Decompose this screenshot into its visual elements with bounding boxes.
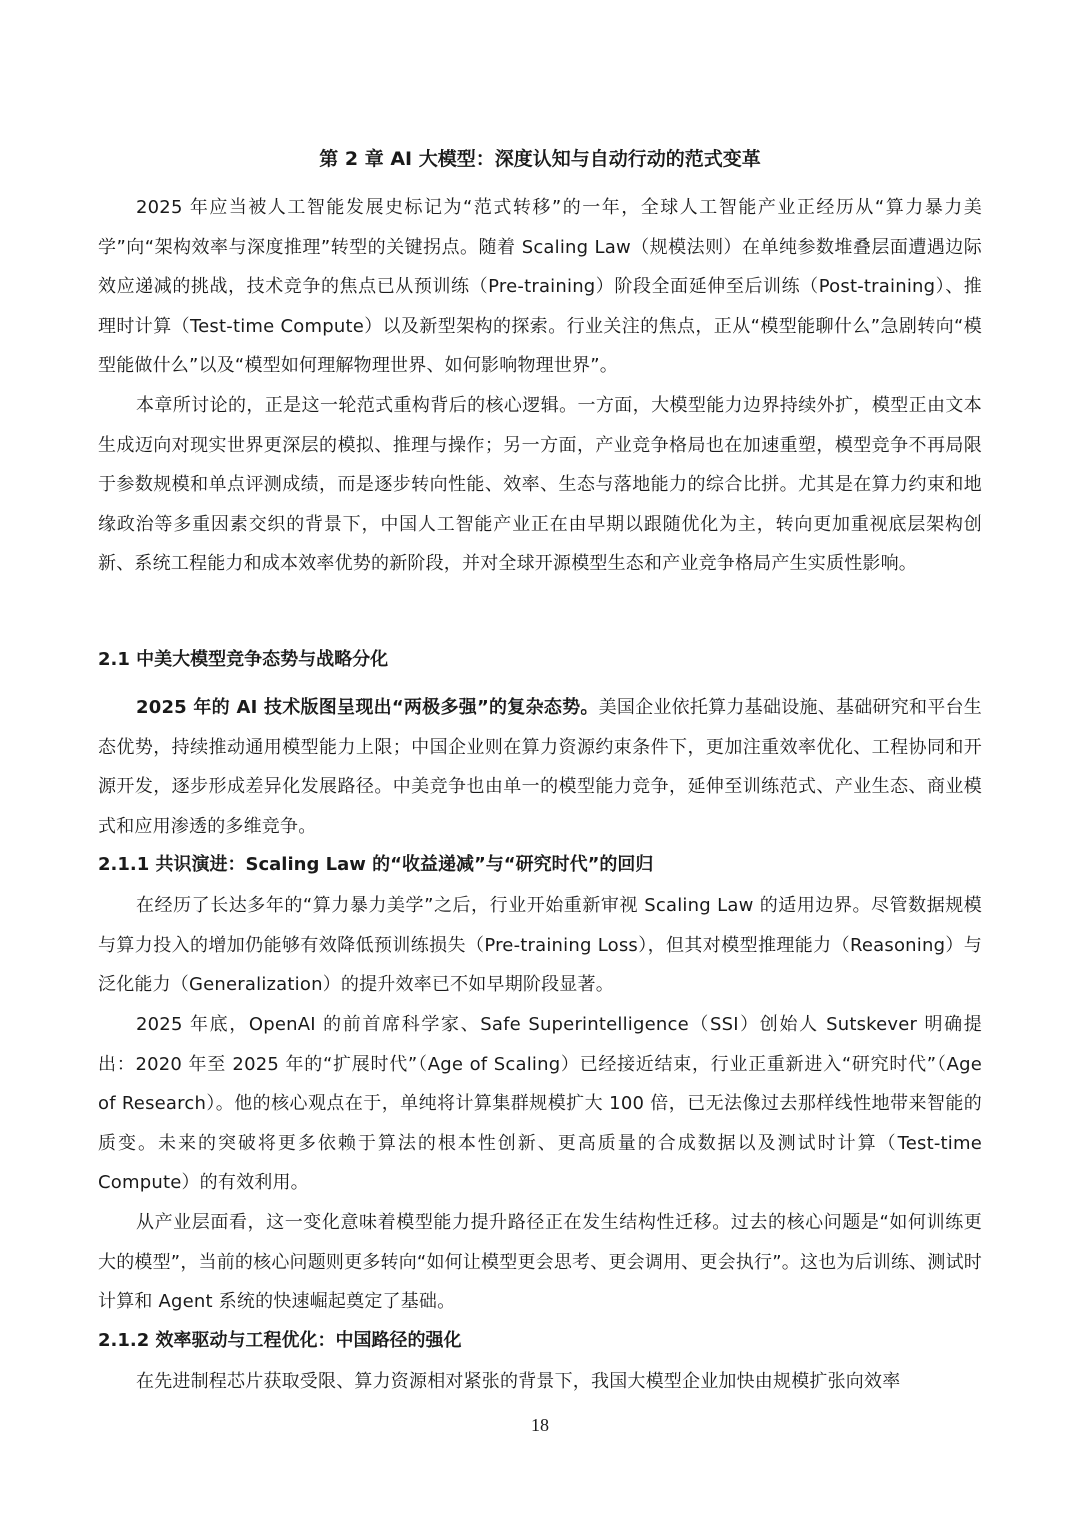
section-heading-2-1-2: 2.1.2 效率驱动与工程优化：中国路径的强化 bbox=[98, 1330, 462, 1351]
section-2-1-1-paragraph-3: 从产业层面看，这一变化意味着模型能力提升路径正在发生结构性迁移。过去的核心问题是“如何训练更大的模型”，当前的核心问题则更多转向“如何让模型更会思考、更会调用、更会执行”。这也为后训练、测试时计算和 Agent 系统的快速崛起奠定了基础。 bbox=[98, 1212, 982, 1312]
section-2-1-2-paragraph-1: 在先进制程芯片获取受限、算力资源相对紧张的背景下，我国大模型企业加快由规模扩张向效率 bbox=[136, 1371, 901, 1392]
section-heading-2-1: 2.1 中美大模型竞争态势与战略分化 bbox=[98, 649, 389, 670]
section-2-1-1-paragraph-2: 2025 年底，OpenAI 的前首席科学家、Safe Superintelligence（SSI）创始人 Sutskever 明确提出：2020 年至 2025 年的“扩展时代”（Age of Scaling）已经接近结束，行业正重新进入“研究时代”（Age of Research）。他的核心观点在于，单纯将计算集群规模扩大 100 倍，已无法像过去那样线性地带来智能的质变。未来的突破将更多依赖于算法的根本性创新、更高质量的合成数据以及测试时计算（Test-time Compute）的有效利用。 bbox=[98, 1014, 982, 1193]
document-page bbox=[98, 0, 982, 1527]
chapter-title: 第 2 章 AI 大模型：深度认知与自动行动的范式变革 bbox=[319, 148, 761, 170]
section-2-1-paragraph bbox=[98, 688, 982, 846]
section-2-1-lead-rest: 美国企业依托算力基础设施、基础研究和平台生态优势，持续推动通用模型能力上限；中国企业则在算力资源约束条件下，更加注重效率优化、工程协同和开源开发，逐步形成差异化发展路径。中美竞争也由单一的模型能力竞争，延伸至训练范式、产业生态、商业模式和应用渗透的多维竞争。 bbox=[98, 697, 982, 837]
section-2-1-lead-bold: 2025 年的 AI 技术版图呈现出“两极多强”的复杂态势。 bbox=[136, 697, 599, 718]
page-number: 18 bbox=[531, 1415, 549, 1435]
section-2-1-1-paragraph-1: 在经历了长达多年的“算力暴力美学”之后，行业开始重新审视 Scaling Law 的适用边界。尽管数据规模与算力投入的增加仍能够有效降低预训练损失（Pre-training Loss），但其对模型推理能力（Reasoning）与泛化能力（Generalization）的提升效率已不如早期阶段显著。 bbox=[98, 895, 982, 995]
intro-paragraph-1: 2025 年应当被人工智能发展史标记为“范式转移”的一年，全球人工智能产业正经历从“算力暴力美学”向“架构效率与深度推理”转型的关键拐点。随着 Scaling Law（规模法则）在单纯参数堆叠层面遭遇边际效应递减的挑战，技术竞争的焦点已从预训练（Pre-training）阶段全面延伸至后训练（Post-training）、推理时计算（Test-time Compute）以及新型架构的探索。行业关注的焦点，正从“模型能聊什么”急剧转向“模型能做什么”以及“模型如何理解物理世界、如何影响物理世界”。 bbox=[98, 197, 982, 376]
intro-paragraph-2: 本章所讨论的，正是这一轮范式重构背后的核心逻辑。一方面，大模型能力边界持续外扩，模型正由文本生成迈向对现实世界更深层的模拟、推理与操作；另一方面，产业竞争格局也在加速重塑，模型竞争不再局限于参数规模和单点评测成绩，而是逐步转向性能、效率、生态与落地能力的综合比拼。尤其是在算力约束和地缘政治等多重因素交织的背景下，中国人工智能产业正在由早期以跟随优化为主，转向更加重视底层架构创新、系统工程能力和成本效率优势的新阶段，并对全球开源模型生态和产业竞争格局产生实质性影响。 bbox=[98, 395, 982, 574]
section-heading-2-1-1: 2.1.1 共识演进：Scaling Law 的“收益递减”与“研究时代”的回归 bbox=[98, 854, 654, 875]
